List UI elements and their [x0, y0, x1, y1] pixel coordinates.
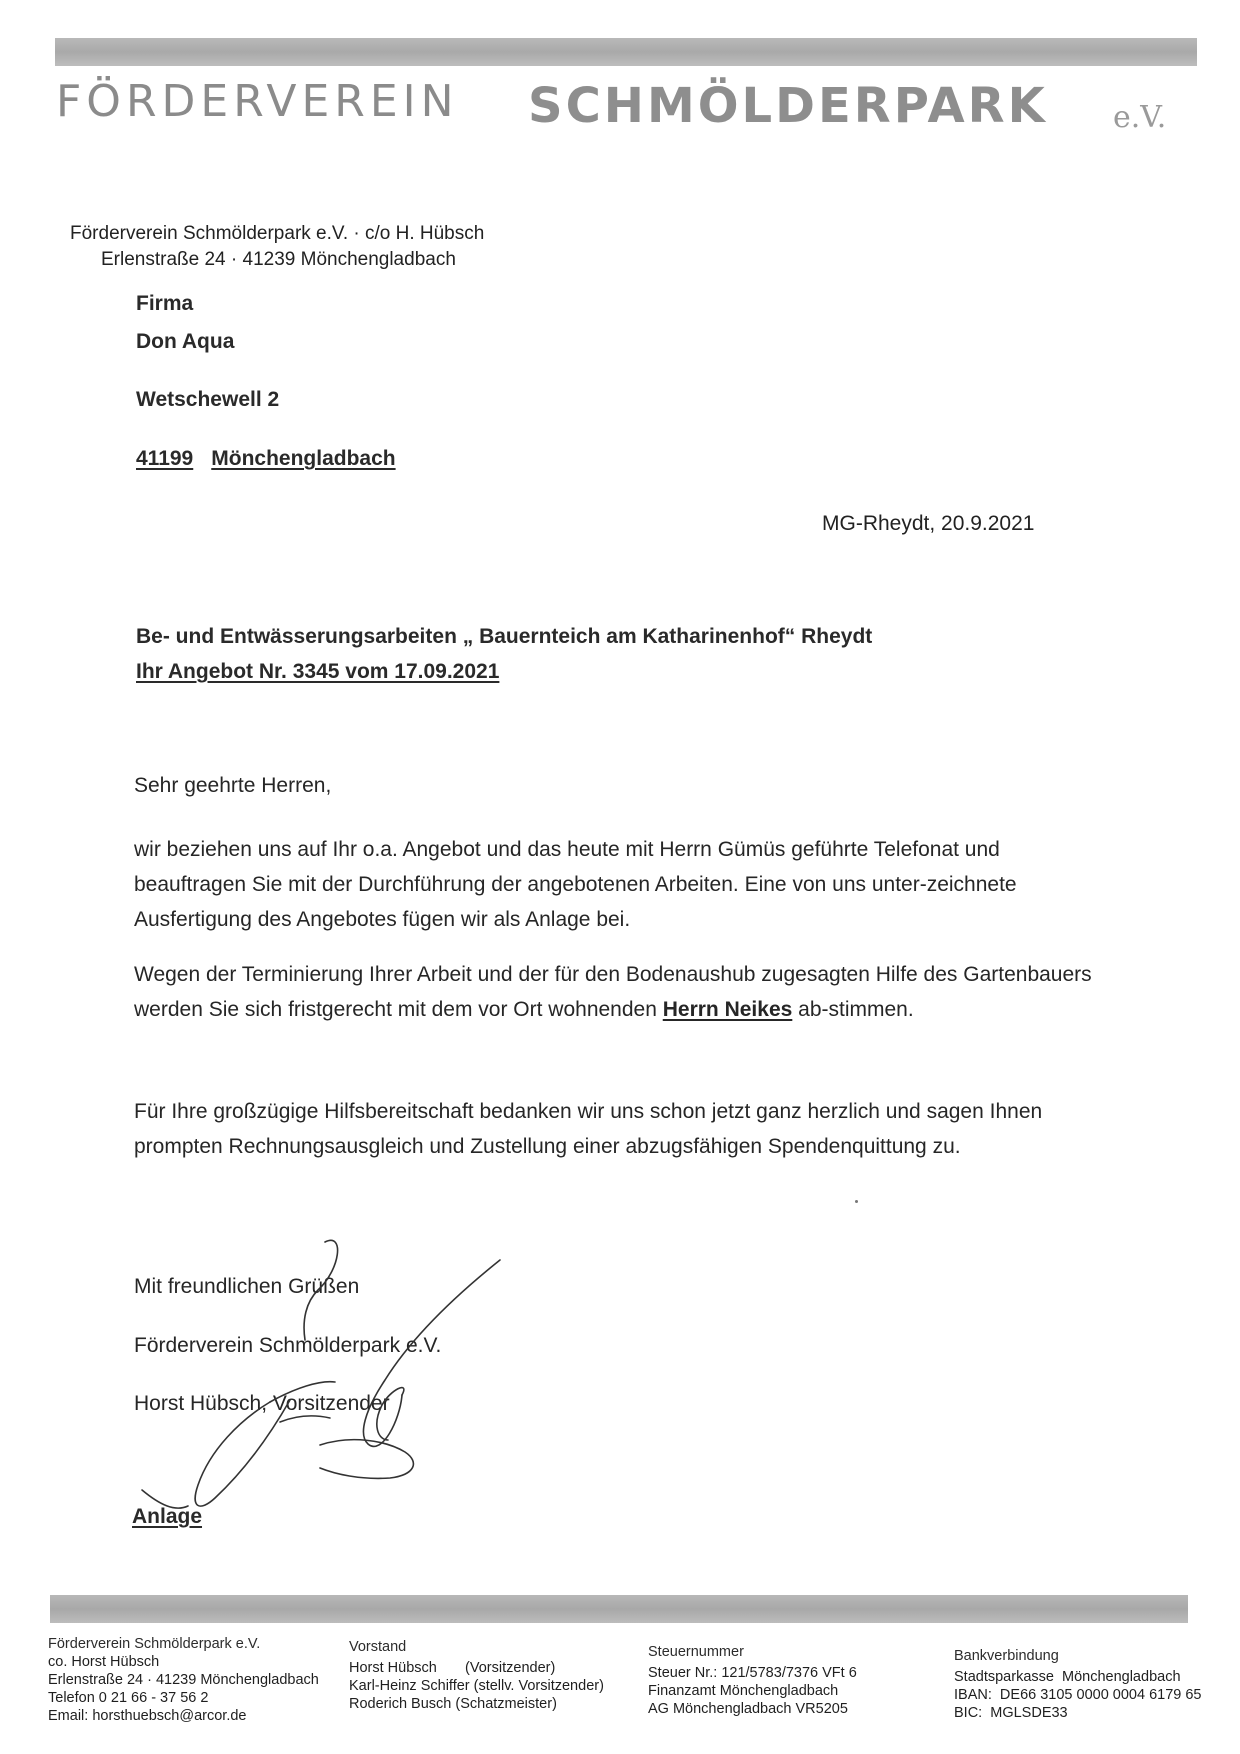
scan-speck	[855, 1200, 858, 1203]
footer-board-line-1: Horst Hübsch (Vorsitzender)	[349, 1660, 556, 1676]
closing-organization: Förderverein Schmölderpark e.V.	[134, 1334, 442, 1357]
recipient-street: Wetschewell 2	[136, 388, 280, 411]
closing-greeting: Mit freundlichen Grüßen	[134, 1275, 360, 1298]
letterhead-bar	[55, 38, 1197, 66]
subject-line-1: Be- und Entwässerungsarbeiten „ Bauernteich am Katharinenhof“ Rheydt	[136, 625, 873, 648]
enclosure-note: Anlage	[132, 1505, 203, 1528]
footer-bar	[50, 1595, 1188, 1623]
footer-board	[349, 1638, 604, 1713]
recipient-line-1: Firma	[136, 292, 194, 315]
salutation: Sehr geehrte Herren,	[134, 774, 332, 797]
footer-bank-iban: IBAN: DE66 3105 0000 0004 6179 65	[954, 1687, 1202, 1703]
recipient-city: Mönchengladbach	[211, 447, 396, 470]
footer-tax	[648, 1643, 857, 1718]
footer-bank-bic: BIC: MGLSDE33	[954, 1705, 1068, 1721]
paragraph-2-text-before: Wegen der Terminierung Ihrer Arbeit und der für den Bodenaushub zugesagten Hilfe des Gartenbauers werden Sie sich fristgerecht mit dem vor Ort wohnenden	[134, 963, 1092, 1021]
closing-signatory: Horst Hübsch, Vorsitzender	[134, 1392, 390, 1415]
subject-line-2: Ihr Angebot Nr. 3345 vom 17.09.2021	[136, 660, 500, 683]
footer-board-heading: Vorstand	[349, 1639, 407, 1655]
date-line: MG-Rheydt, 20.9.2021	[822, 512, 1035, 535]
paragraph-2	[134, 957, 1094, 1027]
recipient-city-line	[136, 447, 396, 471]
recipient-line-2: Don Aqua	[136, 330, 235, 353]
footer-tax-heading: Steuernummer	[648, 1644, 744, 1660]
footer-tax-line-3: AG Mönchengladbach VR5205	[648, 1701, 848, 1717]
footer-address-line-3: Erlenstraße 24 · 41239 Mönchengladbach	[48, 1672, 319, 1688]
footer-bank-heading: Bankverbindung	[954, 1648, 1059, 1664]
contact-person-name: Herrn Neikes	[662, 998, 793, 1021]
footer-tax-line-2: Finanzamt Mönchengladbach	[648, 1683, 839, 1699]
footer-phone: Telefon 0 21 66 - 37 56 2	[48, 1690, 209, 1706]
paragraph-2-text-after: ab-stimmen.	[792, 998, 914, 1021]
footer-email: Email: horsthuebsch@arcor.de	[48, 1708, 247, 1724]
letterhead-suffix: e.V.	[1113, 100, 1167, 135]
letterhead-name-left: FÖRDERVEREIN	[56, 76, 459, 127]
footer-address	[48, 1635, 319, 1725]
paragraph-3: Für Ihre großzügige Hilfsbereitschaft bedanken wir uns schon jetzt ganz herzlich und sagen Ihnen prompten Rechnungsausgleich und Zustellung einer abzugsfähigen Spendenquittung zu.	[134, 1100, 1043, 1158]
footer-address-line-2: co. Horst Hübsch	[48, 1654, 160, 1670]
footer-address-line-1: Förderverein Schmölderpark e.V.	[48, 1636, 261, 1652]
paragraph-1: wir beziehen uns auf Ihr o.a. Angebot und das heute mit Herrn Gümüs geführte Telefonat und beauftragen Sie mit der Durchführung der angebotenen Arbeiten. Eine von uns unter-zeichnete Ausfertigung des Angebotes fügen wir als Anlage bei.	[134, 838, 1017, 931]
footer-bank	[954, 1647, 1202, 1722]
return-address-line-1: Förderverein Schmölderpark e.V. · c/o H. Hübsch	[70, 223, 485, 244]
recipient-zip: 41199	[136, 447, 194, 470]
handwritten-signature	[120, 1230, 520, 1530]
footer-tax-line-1: Steuer Nr.: 121/5783/7376 VFt 6	[648, 1665, 857, 1681]
footer-board-line-2: Karl-Heinz Schiffer (stellv. Vorsitzender)	[349, 1678, 604, 1694]
footer-board-line-3: Roderich Busch (Schatzmeister)	[349, 1696, 557, 1712]
footer-bank-line-1: Stadtsparkasse Mönchengladbach	[954, 1669, 1181, 1685]
letterhead-name-right: SCHMÖLDERPARK	[528, 78, 1048, 134]
return-address-line-2: Erlenstraße 24 · 41239 Mönchengladbach	[101, 249, 456, 270]
